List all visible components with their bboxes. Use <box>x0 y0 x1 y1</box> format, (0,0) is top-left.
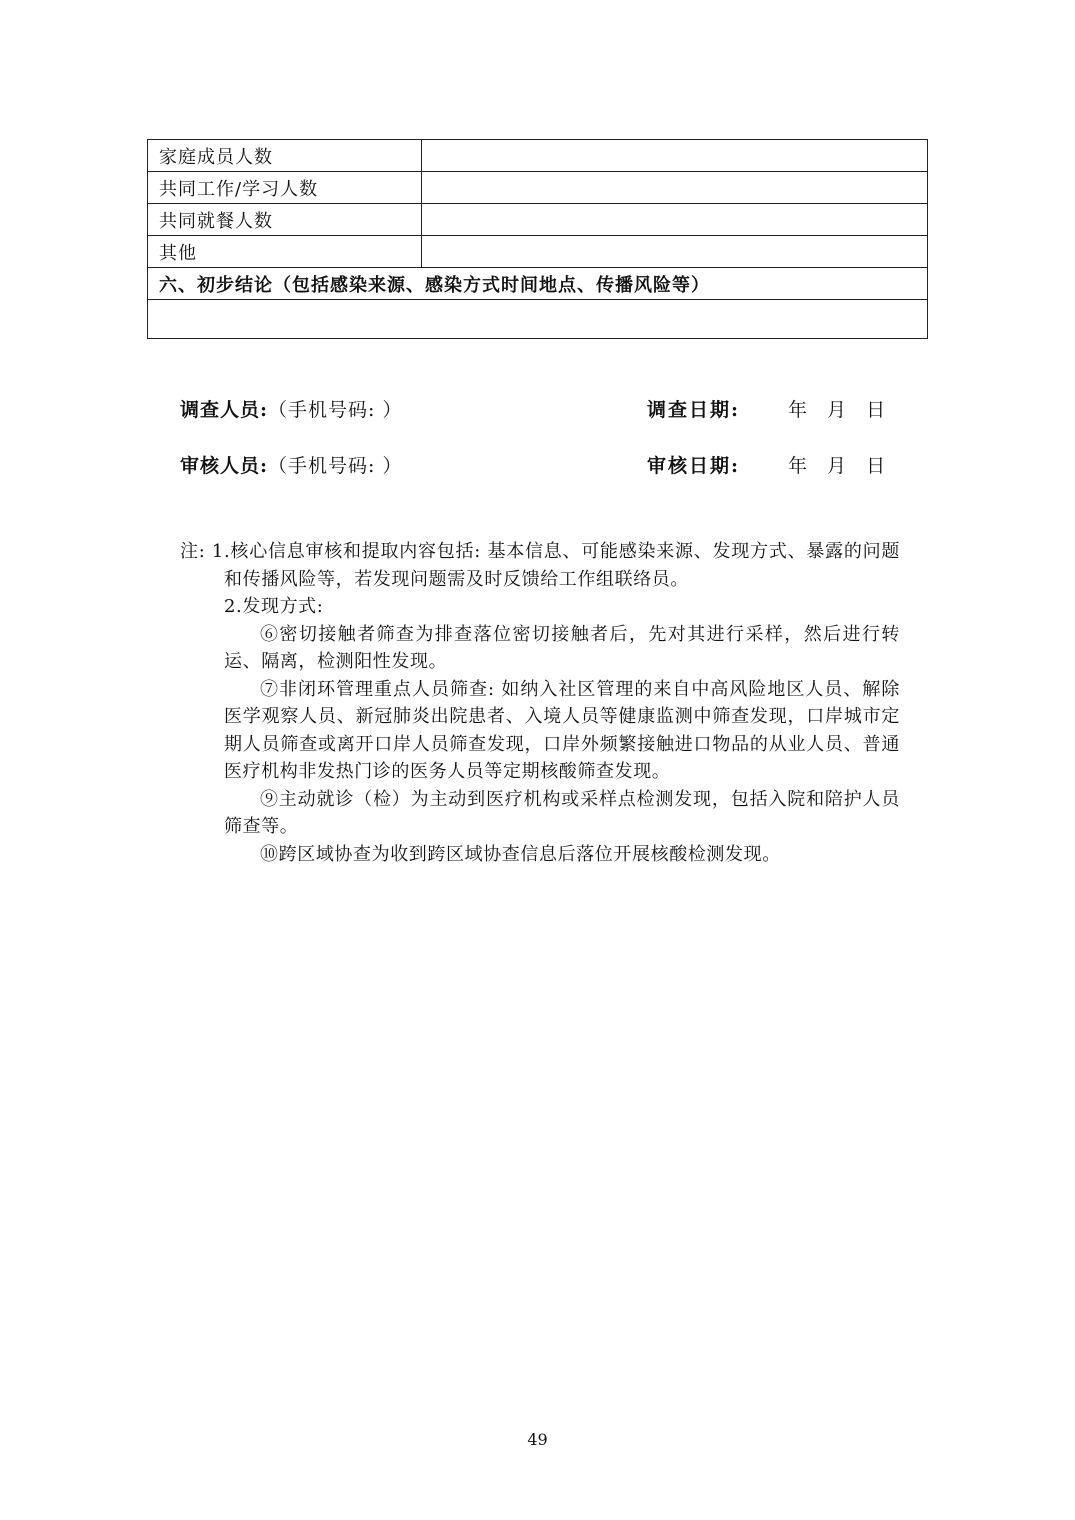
note-2-title: 2.发现方式: <box>224 596 324 617</box>
page-number: 49 <box>527 1430 548 1449</box>
row-label: 家庭成员人数 <box>148 140 422 172</box>
review-date-label: 审核日期: <box>647 455 741 477</box>
section-body-row <box>148 300 928 339</box>
investigation-date-value: 年 月 日 <box>788 399 886 421</box>
note-1: 注: 1.核心信息审核和提取内容包括: 基本信息、可能感染来源、发现方式、暴露的问题和传播风险等，若发现问题需及时反馈给工作组联络员。 <box>180 541 900 590</box>
investigator-phone: （手机号码: ） <box>268 399 403 421</box>
row-value-field[interactable] <box>422 172 928 204</box>
review-date-value: 年 月 日 <box>788 455 886 477</box>
investigator-label: 调查人员: <box>180 399 269 421</box>
conclusion-field[interactable] <box>148 300 928 339</box>
row-label: 共同就餐人数 <box>148 204 422 236</box>
table-row <box>148 172 928 204</box>
investigator-row <box>180 395 900 425</box>
reviewer-phone: （手机号码: ） <box>268 455 403 477</box>
reviewer-label: 审核人员: <box>180 455 269 477</box>
section-heading-row <box>148 268 928 300</box>
section-heading: 六、初步结论（包括感染来源、感染方式时间地点、传播风险等） <box>148 268 928 300</box>
note-item: ⑩跨区域协查为收到跨区域协查信息后落位开展核酸检测发现。 <box>260 843 781 865</box>
notes-section <box>180 538 900 868</box>
investigation-date-label: 调查日期: <box>647 399 741 421</box>
note-item: ⑥密切接触者筛查为排查落位密切接触者后，先对其进行采样，然后进行转运、隔离，检测阳性发现。 <box>224 623 900 672</box>
table-row <box>148 140 928 172</box>
reviewer-row <box>180 451 900 481</box>
survey-table <box>147 139 928 339</box>
row-value-field[interactable] <box>422 204 928 236</box>
row-label: 其他 <box>148 236 422 268</box>
row-value-field[interactable] <box>422 140 928 172</box>
row-value-field[interactable] <box>422 236 928 268</box>
row-label: 共同工作/学习人数 <box>148 172 422 204</box>
table-row <box>148 236 928 268</box>
note-item: ⑨主动就诊（检）为主动到医疗机构或采样点检测发现，包括入院和陪护人员筛查等。 <box>224 788 900 837</box>
table-row <box>148 204 928 236</box>
note-item: ⑦非闭环管理重点人员筛查: 如纳入社区管理的来自中高风险地区人员、解除医学观察人员、新冠肺炎出院患者、入境人员等健康监测中筛查发现，口岸城市定期人员筛查或离开口岸人员筛查发现，口岸外频繁接触进口物品的从业人员、普通医疗机构非发热门诊的医务人员等定期核酸筛查发现。 <box>224 678 900 782</box>
